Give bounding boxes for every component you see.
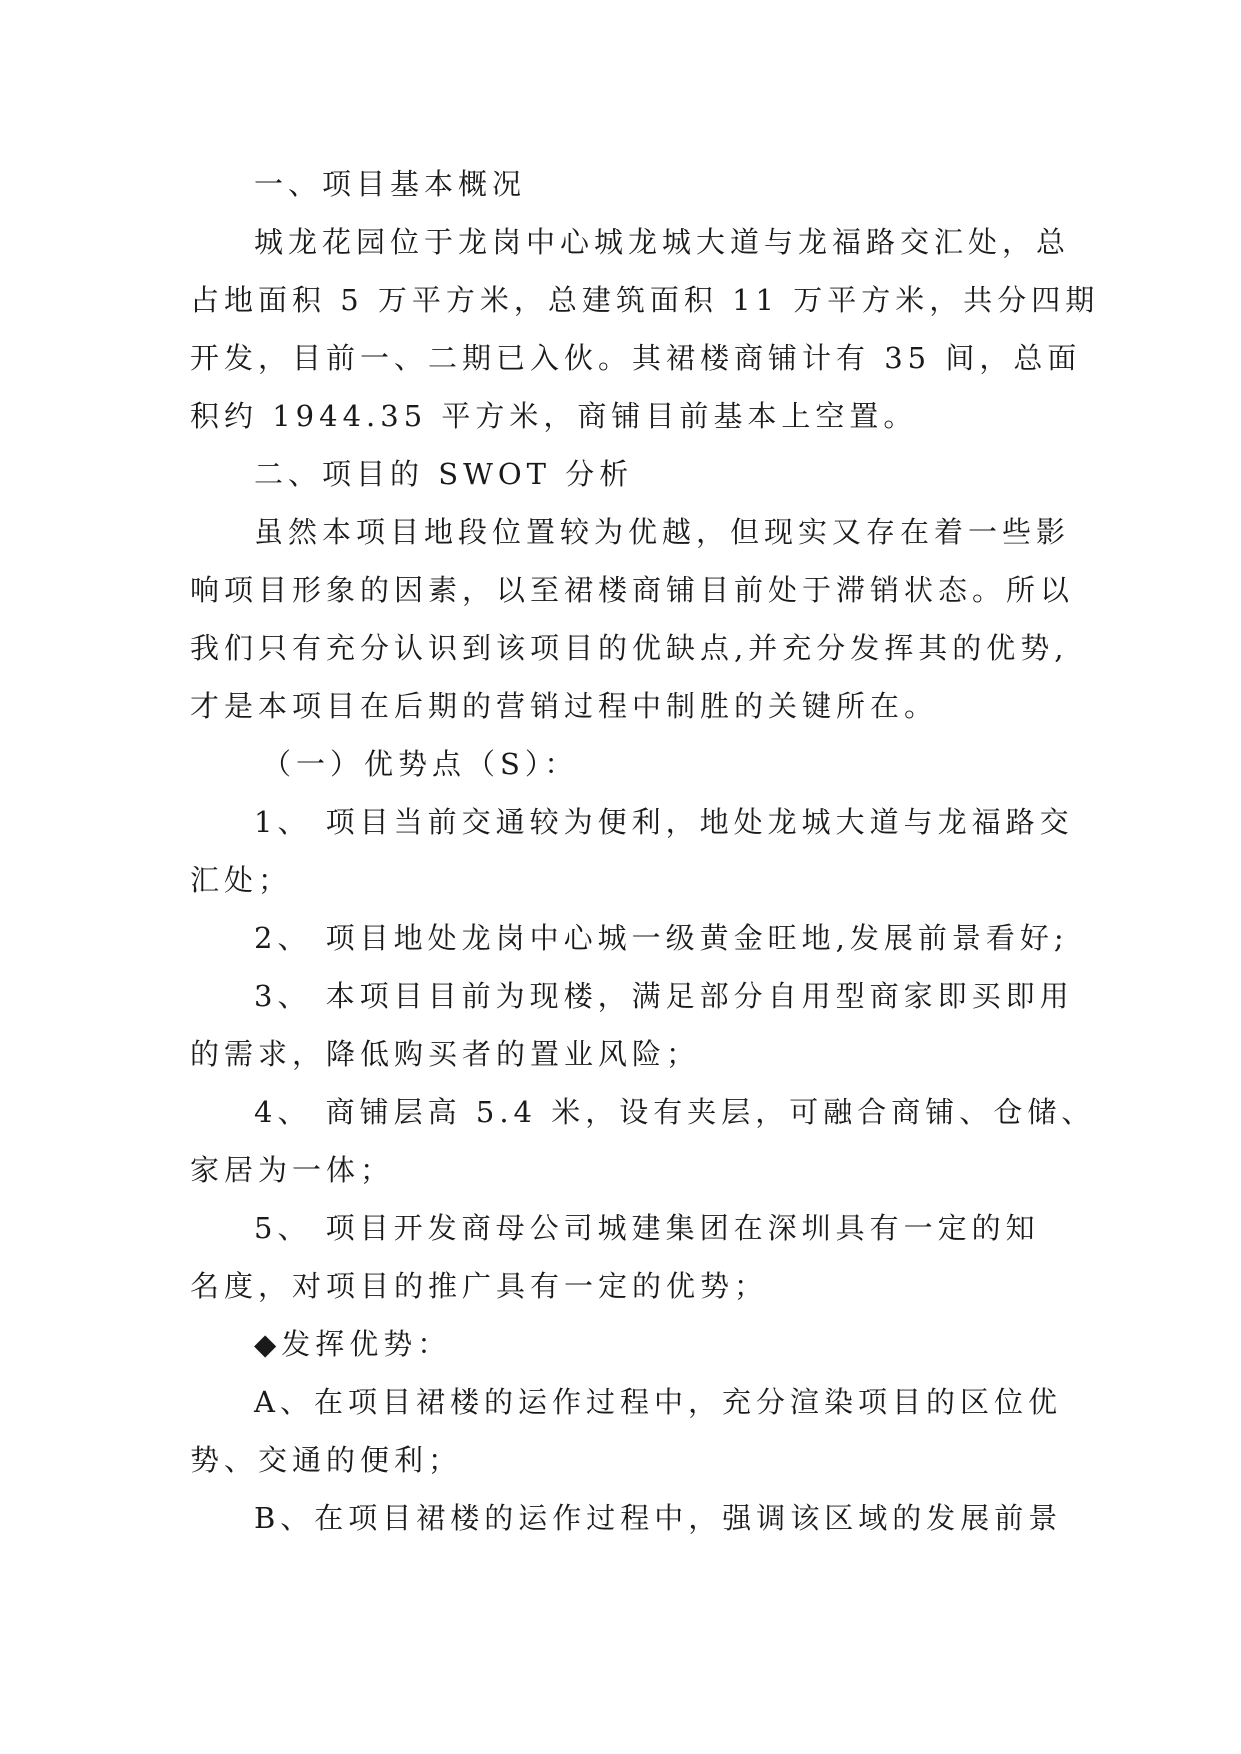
- list-item-line: 2、 项目地处龙岗中心城一级黄金旺地,发展前景看好;: [254, 921, 1069, 955]
- paragraph-line: 积约 1944.35 平方米，商铺目前基本上空置。: [190, 399, 918, 433]
- paragraph-line: 响项目形象的因素，以至裙楼商铺目前处于滞销状态。所以: [190, 573, 1075, 607]
- paragraph-line: 开发，目前一、二期已入伙。其裙楼商铺计有 35 间，总面: [190, 341, 1082, 375]
- paragraph-line: 才是本项目在后期的营销过程中制胜的关键所在。: [190, 689, 939, 723]
- list-item-line: 势、交通的便利；: [190, 1443, 463, 1477]
- list-item-line: 汇处；: [190, 863, 293, 897]
- list-item-line: A、在项目裙楼的运作过程中，充分渲染项目的区位优: [254, 1385, 1062, 1419]
- list-item-line: 的需求，降低购买者的置业风险；: [190, 1037, 701, 1071]
- paragraph-line: 城龙花园位于龙岗中心城龙城大道与龙福路交汇处，总: [254, 225, 1071, 259]
- paragraph-line: 我们只有充分认识到该项目的优缺点,并充分发挥其的优势,: [190, 631, 1069, 665]
- section-heading-swot: 二、项目的 SWOT 分析: [254, 457, 634, 491]
- list-item-line: 名度，对项目的推广具有一定的优势；: [190, 1269, 769, 1303]
- paragraph-line: 占地面积 5 万平方米，总建筑面积 11 万平方米，共分四期: [190, 283, 1100, 317]
- list-item-line: 4、 商铺层高 5.4 米，设有夹层，可融合商铺、仓储、: [254, 1095, 1096, 1129]
- list-item-line: B、在项目裙楼的运作过程中，强调该区域的发展前景: [254, 1501, 1063, 1535]
- list-item-line: 5、 项目开发商母公司城建集团在深圳具有一定的知: [254, 1211, 1040, 1245]
- subsection-heading-strengths: （一）优势点（S）：: [262, 747, 579, 781]
- list-item-line: 3、 本项目目前为现楼，满足部分自用型商家即买即用: [254, 979, 1074, 1013]
- bullet-heading-leverage: ◆发挥优势：: [254, 1327, 452, 1361]
- document-body: [190, 155, 1100, 1547]
- list-item-line: 家居为一体；: [190, 1153, 395, 1187]
- section-heading-overview: 一、项目基本概况: [254, 167, 527, 201]
- paragraph-line: 虽然本项目地段位置较为优越，但现实又存在着一些影: [254, 515, 1071, 549]
- list-item-line: 1、 项目当前交通较为便利，地处龙城大道与龙福路交: [254, 805, 1074, 839]
